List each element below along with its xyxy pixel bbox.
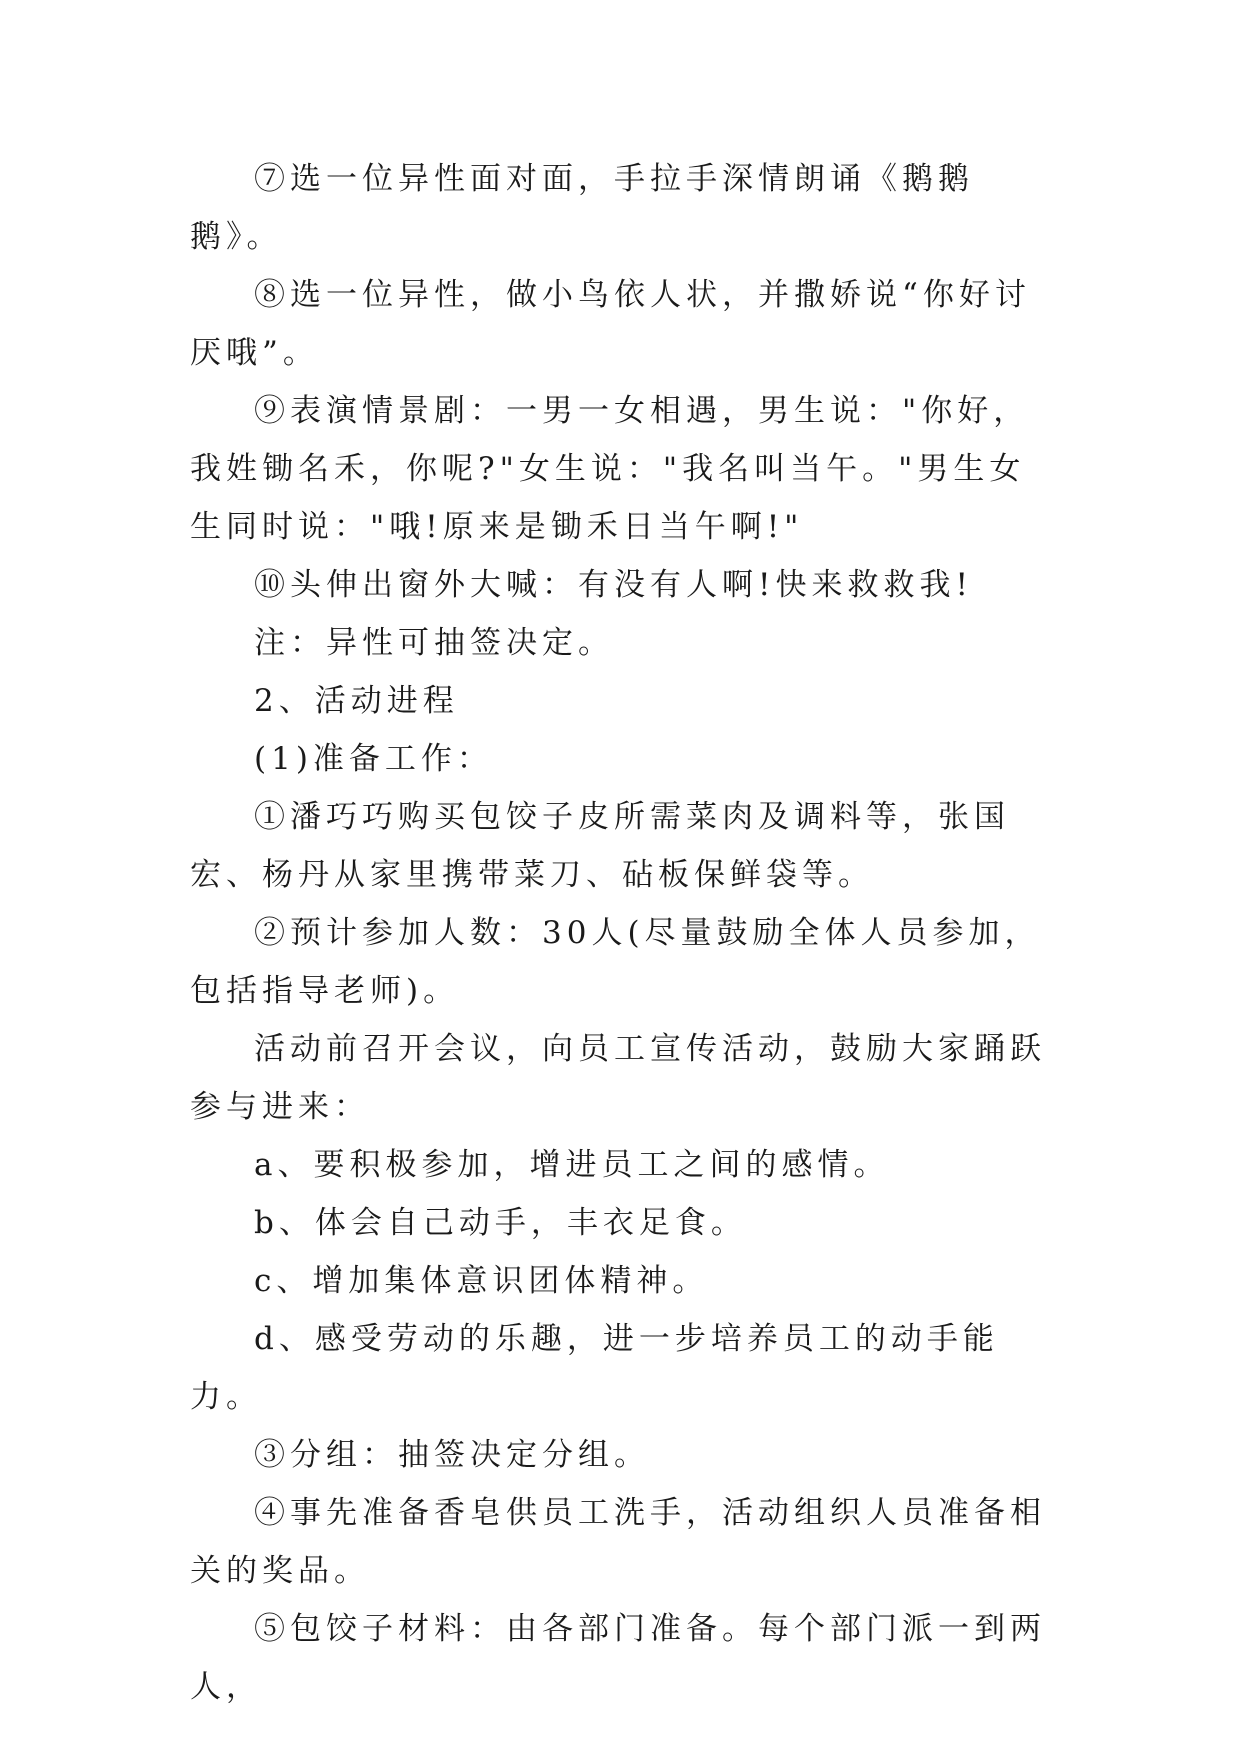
document-page (190, 150, 1060, 1716)
paragraph-prep-2: ②预计参加人数：30人(尽量鼓励全体人员参加，包括指导老师)。 (190, 915, 1041, 1009)
paragraph-meeting: 活动前召开会议，向员工宣传活动，鼓励大家踊跃参与进来： (190, 1031, 1046, 1125)
list-item-d: d、感受劳动的乐趣，进一步培养员工的动手能力。 (190, 1321, 999, 1415)
list-item-b: b、体会自己动手，丰衣足食。 (254, 1205, 747, 1241)
paragraph-prep-5: ⑤包饺子材料：由各部门准备。每个部门派一到两人， (190, 1611, 1046, 1705)
paragraph-prep-3: ③分组：抽签决定分组。 (254, 1437, 650, 1473)
section-heading: 2、活动进程 (254, 683, 459, 719)
paragraph-item-8: ⑧选一位异性，做小鸟依人状，并撒娇说“你好讨厌哦”。 (190, 277, 1031, 371)
paragraph-note: 注：异性可抽签决定。 (254, 625, 614, 661)
paragraph-prep-4: ④事先准备香皂供员工洗手，活动组织人员准备相关的奖品。 (190, 1495, 1046, 1589)
paragraph-item-7: ⑦选一位异性面对面，手拉手深情朗诵《鹅鹅鹅》。 (190, 161, 974, 255)
list-item-a: a、要积极参加，增进员工之间的感情。 (254, 1147, 890, 1183)
subsection-heading: (1)准备工作： (254, 741, 493, 777)
paragraph-prep-1: ①潘巧巧购买包饺子皮所需菜肉及调料等，张国宏、杨丹从家里携带菜刀、砧板保鲜袋等。 (190, 799, 1010, 893)
list-item-c: c、增加集体意识团体精神。 (254, 1263, 709, 1299)
paragraph-item-10: ⑩头伸出窗外大喊：有没有人啊!快来救救我! (254, 567, 973, 603)
paragraph-item-9: ⑨表演情景剧：一男一女相遇，男生说："你好，我姓锄名禾，你呢?"女生说："我名叫当午。"男生女生同时说："哦!原来是锄禾日当午啊!" (190, 393, 1030, 545)
